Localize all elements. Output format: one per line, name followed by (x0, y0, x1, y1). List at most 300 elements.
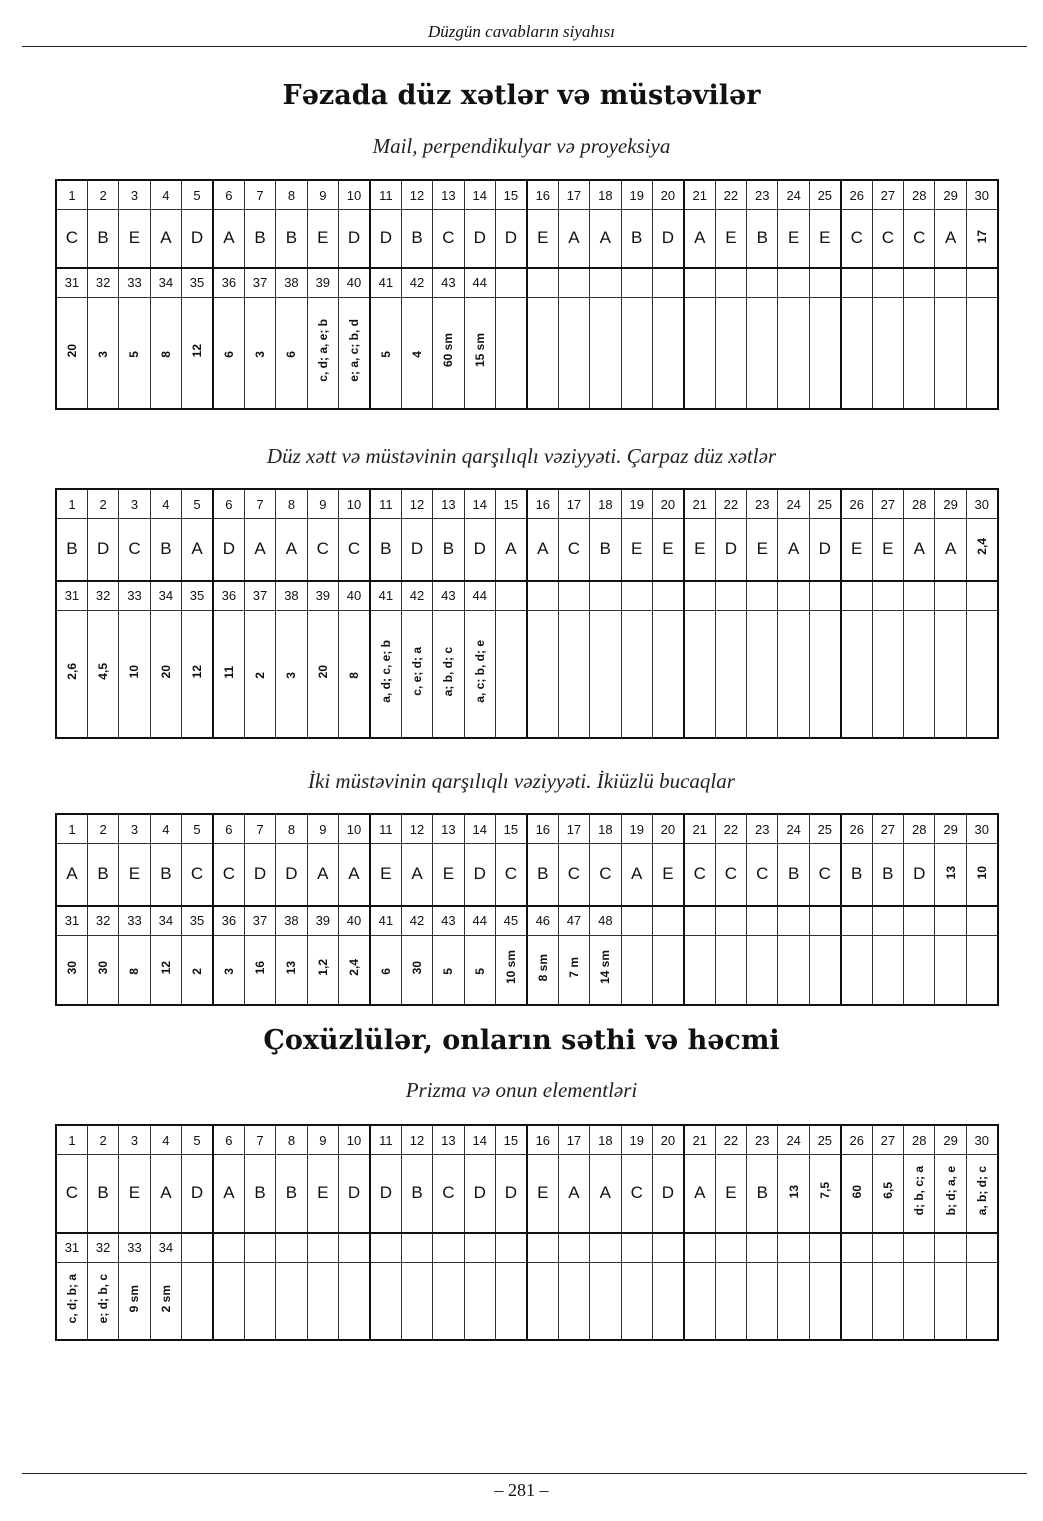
question-number: 42 (401, 268, 432, 298)
empty-cell (370, 1262, 401, 1340)
question-number: 9 (307, 1125, 338, 1155)
empty-cell (652, 1233, 683, 1263)
answer-cell (87, 297, 118, 409)
answer-cell (904, 844, 935, 906)
answer-letter: B (254, 228, 266, 248)
empty-cell (747, 610, 778, 738)
answer-value: 8 sm (535, 953, 550, 981)
question-number: 44 (464, 906, 495, 936)
answer-cell (464, 210, 495, 268)
answer-value: 1,2 (315, 958, 330, 976)
empty-cell (778, 1233, 809, 1263)
empty-cell (495, 1262, 526, 1340)
answer-value: 13 (786, 1184, 801, 1199)
answer-row (56, 519, 998, 581)
question-number: 18 (590, 814, 621, 844)
answer-letter: C (442, 1183, 455, 1203)
answer-cell (935, 210, 966, 268)
answer-cell (87, 610, 118, 738)
question-number: 10 (339, 180, 370, 210)
empty-cell (495, 581, 526, 611)
answer-letter: D (253, 864, 267, 884)
question-number: 19 (621, 1125, 652, 1155)
question-number: 19 (621, 814, 652, 844)
answer-letter: C (756, 864, 769, 884)
answer-cell (809, 844, 840, 906)
empty-cell (841, 268, 872, 298)
empty-cell (715, 1233, 746, 1263)
empty-cell (747, 581, 778, 611)
empty-cell (872, 581, 903, 611)
question-number: 3 (119, 814, 150, 844)
question-number: 16 (527, 814, 558, 844)
question-number: 5 (182, 814, 213, 844)
question-number: 21 (684, 814, 715, 844)
answer-cell (527, 210, 558, 268)
empty-cell (213, 1233, 244, 1263)
empty-cell (213, 1262, 244, 1340)
answer-letter: B (788, 864, 800, 884)
question-number: 9 (307, 489, 338, 519)
question-number: 3 (119, 489, 150, 519)
answer-letter: E (128, 1183, 141, 1203)
answer-cell (684, 844, 715, 906)
empty-cell (558, 297, 589, 409)
answer-letter: A (66, 864, 78, 884)
answer-cell (150, 610, 181, 738)
answer-value: c, d; a, e; b (315, 318, 330, 382)
answer-cell (433, 297, 464, 409)
answer-cell (150, 210, 181, 268)
answer-cell (590, 844, 621, 906)
answer-value: 2,4 (346, 958, 361, 976)
answer-cell (307, 519, 338, 581)
answer-cell (401, 844, 432, 906)
answer-cell (652, 519, 683, 581)
answer-cell (339, 1155, 370, 1233)
answer-letter: B (160, 864, 172, 884)
answer-letter: B (97, 1183, 109, 1203)
answer-value: 15 sm (472, 333, 487, 368)
empty-cell (652, 610, 683, 738)
question-number: 41 (370, 906, 401, 936)
question-number: 13 (433, 814, 464, 844)
question-number: 9 (307, 180, 338, 210)
question-number: 27 (872, 814, 903, 844)
chapter-title: Fəzada düz xətlər və müstəvilər (282, 80, 761, 111)
question-number: 15 (495, 180, 526, 210)
question-number: 30 (966, 489, 997, 519)
answer-cell (778, 844, 809, 906)
question-number: 20 (652, 180, 683, 210)
answer-cell (244, 610, 275, 738)
empty-cell (558, 1262, 589, 1340)
answer-cell (119, 935, 150, 1005)
empty-cell (904, 906, 935, 936)
answer-value: a, b; d; c (974, 1166, 989, 1216)
empty-cell (747, 297, 778, 409)
answer-cell (590, 935, 621, 1005)
empty-cell (558, 610, 589, 738)
answer-value: 20 (64, 344, 79, 358)
question-number: 18 (590, 180, 621, 210)
answer-cell (904, 519, 935, 581)
question-number: 13 (433, 180, 464, 210)
question-number: 29 (935, 180, 966, 210)
answer-value: 6,5 (880, 1182, 895, 1200)
question-number: 42 (401, 581, 432, 611)
answer-cell (56, 844, 87, 906)
question-number: 29 (935, 814, 966, 844)
question-number: 33 (119, 581, 150, 611)
question-number: 20 (652, 814, 683, 844)
answer-cell (276, 935, 307, 1005)
answer-letter: E (537, 1183, 549, 1203)
answer-letter: B (160, 539, 172, 559)
empty-cell (778, 297, 809, 409)
answer-cell (182, 610, 213, 738)
question-number: 39 (307, 581, 338, 611)
answer-value: 20 (158, 665, 173, 679)
answer-letter: E (694, 539, 706, 559)
answer-row (56, 1262, 998, 1340)
answer-cell (809, 519, 840, 581)
empty-cell (244, 1233, 275, 1263)
answer-letter: D (222, 539, 236, 559)
answer-value: 14 sm (598, 950, 613, 985)
question-number: 38 (276, 268, 307, 298)
question-number: 6 (213, 1125, 244, 1155)
question-number: 45 (495, 906, 526, 936)
answer-row (56, 610, 998, 738)
answer-cell (872, 844, 903, 906)
answer-letter: D (473, 864, 486, 884)
answer-cell (370, 210, 401, 268)
question-number: 17 (558, 1125, 589, 1155)
empty-cell (495, 1233, 526, 1263)
answer-letter: E (317, 1183, 329, 1203)
question-number: 20 (652, 1125, 683, 1155)
empty-cell (684, 935, 715, 1005)
answer-cell (56, 935, 87, 1005)
empty-cell (182, 1262, 213, 1340)
question-number: 8 (276, 814, 307, 844)
empty-cell (715, 610, 746, 738)
answer-letter: C (190, 864, 204, 884)
answer-letter: D (379, 228, 392, 248)
answer-letter: E (442, 864, 455, 884)
question-number: 16 (527, 180, 558, 210)
question-number: 1 (56, 180, 87, 210)
answer-letter: C (128, 539, 141, 559)
question-number: 23 (747, 1125, 778, 1155)
question-number: 36 (213, 581, 244, 611)
empty-cell (872, 268, 903, 298)
empty-cell (527, 1233, 558, 1263)
question-number: 3 (119, 180, 150, 210)
answer-value: 2 (253, 672, 268, 679)
answer-letter: E (128, 864, 141, 884)
answer-cell (307, 1155, 338, 1233)
question-number: 10 (339, 814, 370, 844)
empty-cell (966, 935, 997, 1005)
answer-cell (150, 1155, 181, 1233)
empty-cell (684, 906, 715, 936)
answer-value: 17 (974, 229, 989, 244)
question-number: 14 (464, 180, 495, 210)
empty-cell (935, 906, 966, 936)
answer-letter: C (65, 1183, 79, 1203)
answer-cell (213, 844, 244, 906)
answer-cell (370, 519, 401, 581)
question-number: 11 (370, 814, 401, 844)
empty-cell (935, 610, 966, 738)
empty-cell (778, 268, 809, 298)
question-number: 28 (904, 489, 935, 519)
answer-cell (276, 297, 307, 409)
answer-letter: D (190, 1183, 204, 1203)
answer-letter: B (97, 228, 109, 248)
empty-cell (809, 906, 840, 936)
answer-value: 7,5 (817, 1182, 832, 1200)
answer-value: b; d; a, e (943, 1166, 958, 1216)
answer-cell (182, 844, 213, 906)
empty-cell (935, 935, 966, 1005)
answer-cell (276, 1155, 307, 1233)
empty-cell (244, 1262, 275, 1340)
answer-letter: E (380, 864, 392, 884)
empty-cell (590, 1233, 621, 1263)
answer-letter: D (504, 1183, 518, 1203)
question-number: 31 (56, 268, 87, 298)
answer-cell (747, 1155, 778, 1233)
answer-cell (433, 1155, 464, 1233)
empty-cell (495, 610, 526, 738)
answer-value: 8 (158, 351, 173, 358)
answer-cell (244, 935, 275, 1005)
answer-cell (182, 935, 213, 1005)
answer-cell (590, 1155, 621, 1233)
answer-cell (841, 210, 872, 268)
answer-letter: D (96, 539, 110, 559)
question-number: 34 (150, 906, 181, 936)
answer-cell (621, 519, 652, 581)
question-number-row (56, 489, 998, 519)
empty-cell (621, 1262, 652, 1340)
answer-letter: C (504, 864, 518, 884)
question-number: 48 (590, 906, 621, 936)
answer-letter: C (222, 864, 236, 884)
answer-cell (747, 210, 778, 268)
answer-value: 12 (190, 665, 204, 679)
question-number: 17 (558, 180, 589, 210)
question-number: 22 (715, 814, 746, 844)
answer-cell (495, 1155, 526, 1233)
empty-cell (590, 1262, 621, 1340)
empty-cell (809, 935, 840, 1005)
question-number: 30 (966, 1125, 997, 1155)
question-number: 42 (401, 906, 432, 936)
question-number: 24 (778, 489, 809, 519)
answer-cell (778, 1155, 809, 1233)
answer-cell (213, 610, 244, 738)
empty-cell (904, 581, 935, 611)
question-number: 1 (56, 489, 87, 519)
answer-cell (182, 1155, 213, 1233)
question-number: 4 (150, 814, 181, 844)
empty-cell (809, 268, 840, 298)
answer-cell (590, 210, 621, 268)
empty-cell (809, 297, 840, 409)
answer-letter: B (537, 864, 549, 884)
question-number: 14 (464, 1125, 495, 1155)
question-number: 10 (339, 489, 370, 519)
answer-value: 3 (284, 672, 299, 679)
answer-letter: A (694, 1183, 706, 1203)
question-number: 22 (715, 1125, 746, 1155)
answer-cell (747, 519, 778, 581)
answer-cell (150, 519, 181, 581)
empty-cell (778, 581, 809, 611)
empty-cell (590, 581, 621, 611)
answer-cell (307, 844, 338, 906)
question-number-row (56, 1233, 998, 1263)
answer-cell (464, 610, 495, 738)
answer-letter: A (568, 1183, 580, 1203)
question-number: 12 (401, 180, 432, 210)
question-number: 16 (527, 489, 558, 519)
answer-value: 30 (409, 961, 424, 975)
answer-letter: A (944, 539, 957, 559)
question-number: 2 (87, 1125, 118, 1155)
question-number: 37 (244, 268, 275, 298)
answer-cell (244, 297, 275, 409)
answer-cell (401, 935, 432, 1005)
answer-value: 10 sm (503, 950, 518, 985)
answer-cell (966, 519, 997, 581)
question-number: 9 (307, 814, 338, 844)
empty-cell (621, 935, 652, 1005)
empty-cell (872, 297, 903, 409)
answer-value: e; a, c; b, d (346, 318, 361, 382)
empty-cell (527, 610, 558, 738)
answer-cell (87, 935, 118, 1005)
answer-table (55, 813, 999, 1006)
answer-value: 3 (253, 351, 268, 358)
answer-letter: B (851, 864, 863, 884)
question-number: 33 (119, 268, 150, 298)
answer-cell (621, 1155, 652, 1233)
answer-cell (778, 519, 809, 581)
empty-cell (590, 268, 621, 298)
answer-cell (841, 519, 872, 581)
answer-cell (684, 1155, 715, 1233)
question-number: 8 (276, 489, 307, 519)
answer-value: 13 (943, 865, 958, 880)
answer-row (56, 1155, 998, 1233)
answer-letter: D (473, 539, 486, 559)
answer-cell (307, 210, 338, 268)
question-number-row (56, 906, 998, 936)
empty-cell (841, 297, 872, 409)
answer-cell (401, 297, 432, 409)
question-number: 7 (244, 814, 275, 844)
answer-letter: A (944, 228, 957, 248)
question-number: 20 (652, 489, 683, 519)
answer-cell (558, 844, 589, 906)
answer-value: a; b, d; c (441, 646, 456, 696)
answer-cell (558, 210, 589, 268)
answer-cell (558, 1155, 589, 1233)
answer-letter: B (380, 539, 392, 559)
empty-cell (684, 1233, 715, 1263)
answer-letter: B (599, 539, 611, 559)
answer-letter: A (694, 228, 706, 248)
answer-letter: E (317, 228, 329, 248)
question-number: 13 (433, 1125, 464, 1155)
question-number: 14 (464, 489, 495, 519)
answer-cell (87, 1155, 118, 1233)
empty-cell (872, 906, 903, 936)
answer-letter: C (442, 228, 455, 248)
answer-letter: A (317, 864, 329, 884)
answer-cell (56, 610, 87, 738)
question-number: 24 (778, 1125, 809, 1155)
empty-cell (747, 935, 778, 1005)
answer-cell (715, 519, 746, 581)
question-number: 43 (433, 268, 464, 298)
empty-cell (495, 268, 526, 298)
answer-letter: C (567, 864, 581, 884)
section-subtitle: Prizma və onun elementləri (405, 1078, 638, 1102)
answer-value: 30 (96, 961, 111, 975)
answer-value: 60 (849, 1184, 864, 1199)
question-number: 36 (213, 906, 244, 936)
answer-cell (87, 210, 118, 268)
answer-cell (339, 297, 370, 409)
empty-cell (652, 268, 683, 298)
answer-value: 5 (441, 968, 456, 975)
question-number: 11 (370, 1125, 401, 1155)
question-number: 32 (87, 581, 118, 611)
answer-cell (339, 210, 370, 268)
answer-value: 7 m (566, 956, 581, 978)
answer-cell (935, 519, 966, 581)
answer-cell (119, 297, 150, 409)
empty-cell (558, 581, 589, 611)
question-number: 19 (621, 489, 652, 519)
question-number: 30 (966, 814, 997, 844)
empty-cell (715, 1262, 746, 1340)
answer-letter: E (851, 539, 863, 559)
empty-cell (652, 935, 683, 1005)
answer-cell (495, 210, 526, 268)
answer-value: 2 (190, 968, 204, 975)
answer-cell (213, 519, 244, 581)
answer-cell (182, 519, 213, 581)
answer-cell (841, 1155, 872, 1233)
answer-row (56, 844, 998, 906)
question-number: 37 (244, 581, 275, 611)
empty-cell (747, 268, 778, 298)
answer-letter: B (411, 1183, 423, 1203)
section-subtitle: İki müstəvinin qarşılıqlı vəziyyəti. İkiüzlü bucaqlar (308, 769, 735, 793)
answer-value: 9 sm (127, 1284, 142, 1312)
empty-cell (904, 297, 935, 409)
question-number: 38 (276, 906, 307, 936)
answer-letter: A (913, 539, 925, 559)
answer-cell (433, 844, 464, 906)
